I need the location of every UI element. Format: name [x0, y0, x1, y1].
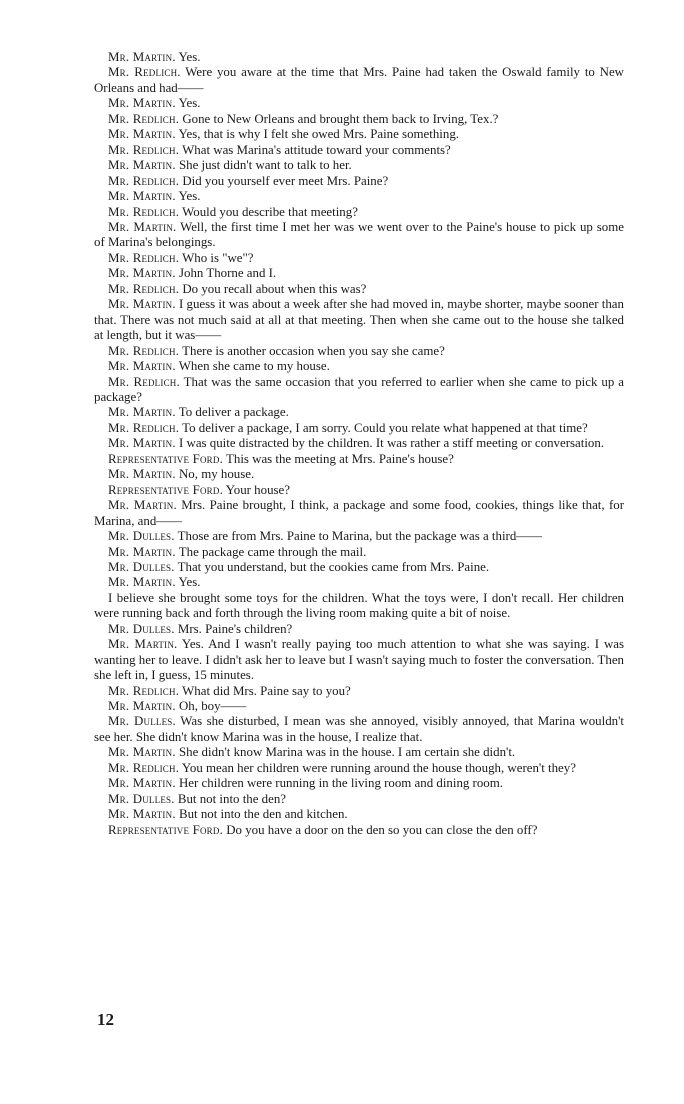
speaker-name: Mr. Martin.	[108, 405, 176, 420]
speech-text: Your house?	[225, 482, 290, 497]
speaker-name: Mr. Martin.	[108, 50, 176, 64]
speech-text: Oh, boy——	[179, 699, 247, 714]
speaker-name: Mr. Dulles.	[108, 559, 175, 574]
speaker-name: Mr. Redlich.	[108, 142, 180, 157]
transcript-paragraph	[94, 637, 624, 683]
transcript-paragraph	[94, 714, 624, 745]
speaker-name: Mr. Martin.	[108, 498, 177, 513]
speech-text: Were you aware at the time that Mrs. Paine had taken the Oswald family to New Orleans and had——	[94, 65, 624, 95]
speech-text: There is another occasion when you say she came?	[182, 343, 445, 358]
transcript-paragraph	[94, 359, 624, 374]
speech-text: The package came through the mail.	[178, 544, 367, 559]
speaker-name: Mr. Martin.	[108, 436, 176, 451]
speaker-name: Mr. Redlich.	[108, 250, 180, 265]
speaker-name: Mr. Martin.	[108, 266, 176, 281]
transcript-paragraph	[94, 112, 624, 127]
speech-text: Yes.	[178, 50, 201, 64]
speaker-name: Mr. Martin.	[108, 467, 176, 482]
transcript-paragraph	[94, 745, 624, 760]
speech-text: To deliver a package, I am sorry. Could you relate what happened at that time?	[182, 420, 588, 435]
speaker-name: Mr. Martin.	[108, 189, 176, 204]
transcript-paragraph	[94, 220, 624, 251]
speech-text: This was the meeting at Mrs. Paine's house?	[226, 451, 454, 466]
speech-text: Yes.	[178, 575, 201, 590]
speech-text: I was quite distracted by the children. It was rather a stiff meeting or conversation.	[179, 436, 605, 451]
transcript-paragraph	[94, 282, 624, 297]
speaker-name: Mr. Dulles.	[108, 529, 175, 544]
transcript-paragraph	[94, 823, 624, 838]
speech-text: Yes, that is why I felt she owed Mrs. Paine something.	[178, 127, 459, 142]
speaker-name: Mr. Martin.	[108, 544, 176, 559]
transcript-paragraph	[94, 127, 624, 142]
transcript-paragraph	[94, 205, 624, 220]
transcript-paragraph	[94, 405, 624, 420]
transcript	[94, 50, 624, 838]
transcript-paragraph	[94, 266, 624, 281]
transcript-paragraph	[94, 776, 624, 791]
speech-text: Mrs. Paine's children?	[177, 621, 293, 636]
speech-text: Do you have a door on the den so you can close the den off?	[226, 822, 538, 837]
speech-text: But not into the den?	[177, 791, 286, 806]
speech-text: You mean her children were running around the house though, weren't they?	[181, 760, 576, 775]
speech-text: That you understand, but the cookies came from Mrs. Paine.	[177, 559, 490, 574]
speaker-name: Mr. Dulles.	[108, 791, 175, 806]
speaker-name: Representative Ford.	[108, 451, 223, 466]
speaker-name: Mr. Martin.	[108, 575, 176, 590]
speech-text: What did Mrs. Paine say to you?	[182, 683, 351, 698]
transcript-paragraph	[94, 529, 624, 544]
speaker-name: Mr. Martin.	[108, 127, 176, 142]
transcript-paragraph	[94, 622, 624, 637]
speaker-name: Mr. Martin.	[108, 699, 176, 714]
transcript-paragraph	[94, 498, 624, 529]
transcript-paragraph	[94, 251, 624, 266]
transcript-paragraph	[94, 421, 624, 436]
speaker-name: Mr. Redlich.	[108, 420, 180, 435]
speech-text: Was she disturbed, I mean was she annoyed, visibly annoyed, that Marina wouldn't see her. She didn't know Marina was in the house, I realize that.	[94, 714, 625, 744]
speaker-name: Mr. Martin.	[108, 807, 176, 822]
speaker-name: Representative Ford.	[108, 822, 223, 837]
transcript-paragraph	[94, 807, 624, 822]
page-number: 12	[97, 1010, 114, 1029]
transcript-paragraph	[94, 483, 624, 498]
speech-text: She just didn't want to talk to her.	[179, 158, 352, 173]
transcript-paragraph	[94, 761, 624, 776]
speech-text: Who is "we"?	[182, 250, 254, 265]
speech-text: Mrs. Paine brought, I think, a package and some food, cookies, things like that, for Marina, and——	[94, 498, 624, 528]
transcript-paragraph	[94, 375, 624, 406]
speaker-name: Mr. Dulles.	[108, 714, 176, 729]
speaker-name: Mr. Dulles.	[108, 621, 175, 636]
speaker-name: Mr. Redlich.	[108, 760, 180, 775]
speech-text: Would you describe that meeting?	[182, 204, 358, 219]
speaker-name: Mr. Martin.	[108, 158, 176, 173]
transcript-paragraph	[94, 65, 624, 96]
transcript-paragraph	[94, 699, 624, 714]
transcript-paragraph	[94, 575, 624, 590]
speaker-name: Mr. Redlich.	[108, 65, 181, 80]
transcript-paragraph	[94, 174, 624, 189]
speech-text: That was the same occasion that you referred to earlier when she came to pick up a package?	[94, 374, 624, 404]
speaker-name: Mr. Redlich.	[108, 281, 180, 296]
speech-text: To deliver a package.	[178, 405, 289, 420]
speech-text: Her children were running in the living room and dining room.	[179, 776, 503, 791]
speaker-name: Mr. Martin.	[108, 297, 176, 312]
transcript-paragraph	[94, 158, 624, 173]
speech-text: Yes.	[178, 189, 201, 204]
speech-text: Those are from Mrs. Paine to Marina, but the package was a third——	[177, 529, 543, 544]
speech-text: When she came to my house.	[178, 359, 330, 374]
speaker-name: Mr. Martin.	[108, 359, 176, 374]
speech-text: Yes.	[178, 96, 201, 111]
speech-text: John Thorne and I.	[179, 266, 277, 281]
speaker-name: Representative Ford.	[108, 482, 223, 497]
speaker-name: Mr. Martin.	[108, 219, 177, 234]
speech-text: Do you recall about when this was?	[182, 281, 367, 296]
speech-text: Well, the first time I met her was we went over to the Paine's house to pick up some of Marina's belongings.	[94, 219, 624, 250]
speech-text: I believe she brought some toys for the children. What the toys were, I don't recall. Her children were running back and forth through the living room making quite a bit of noise.	[94, 590, 624, 621]
speech-text: Gone to New Orleans and brought them back to Irving, Tex.?	[182, 111, 499, 126]
transcript-paragraph	[94, 143, 624, 158]
transcript-paragraph	[94, 792, 624, 807]
transcript-paragraph	[94, 467, 624, 482]
transcript-paragraph	[94, 560, 624, 575]
transcript-paragraph	[94, 545, 624, 560]
speech-text: I guess it was about a week after she had moved in, maybe shorter, maybe sooner than that. There was not much said at all at that meeting. Then when she came out to the house she talked at length, but it was——	[94, 297, 624, 343]
transcript-paragraph	[94, 436, 624, 451]
speech-text: She didn't know Marina was in the house. I am certain she didn't.	[179, 745, 516, 760]
speaker-name: Mr. Martin.	[108, 96, 176, 111]
speech-text: Did you yourself ever meet Mrs. Paine?	[182, 173, 389, 188]
speech-text: No, my house.	[179, 467, 255, 482]
speaker-name: Mr. Martin.	[108, 637, 178, 652]
speaker-name: Mr. Redlich.	[108, 374, 180, 389]
speaker-name: Mr. Martin.	[108, 776, 176, 791]
transcript-paragraph	[94, 344, 624, 359]
transcript-paragraph	[94, 452, 624, 467]
speech-text: But not into the den and kitchen.	[179, 807, 348, 822]
transcript-paragraph	[94, 591, 624, 622]
speaker-name: Mr. Redlich.	[108, 111, 180, 126]
transcript-paragraph	[94, 189, 624, 204]
speech-text: Yes. And I wasn't really paying too much attention to what she was saying. I was wanting her to leave. I didn't ask her to leave but I wasn't saying much to foster the conversation. Then she left in, I guess, 15 minutes.	[94, 637, 624, 683]
transcript-paragraph	[94, 297, 624, 343]
speaker-name: Mr. Redlich.	[108, 343, 180, 358]
transcript-paragraph	[94, 50, 624, 65]
speaker-name: Mr. Martin.	[108, 745, 176, 760]
speaker-name: Mr. Redlich.	[108, 204, 180, 219]
speech-text: What was Marina's attitude toward your comments?	[182, 142, 451, 157]
transcript-paragraph	[94, 96, 624, 111]
transcript-paragraph	[94, 684, 624, 699]
speaker-name: Mr. Redlich.	[108, 683, 180, 698]
speaker-name: Mr. Redlich.	[108, 173, 180, 188]
